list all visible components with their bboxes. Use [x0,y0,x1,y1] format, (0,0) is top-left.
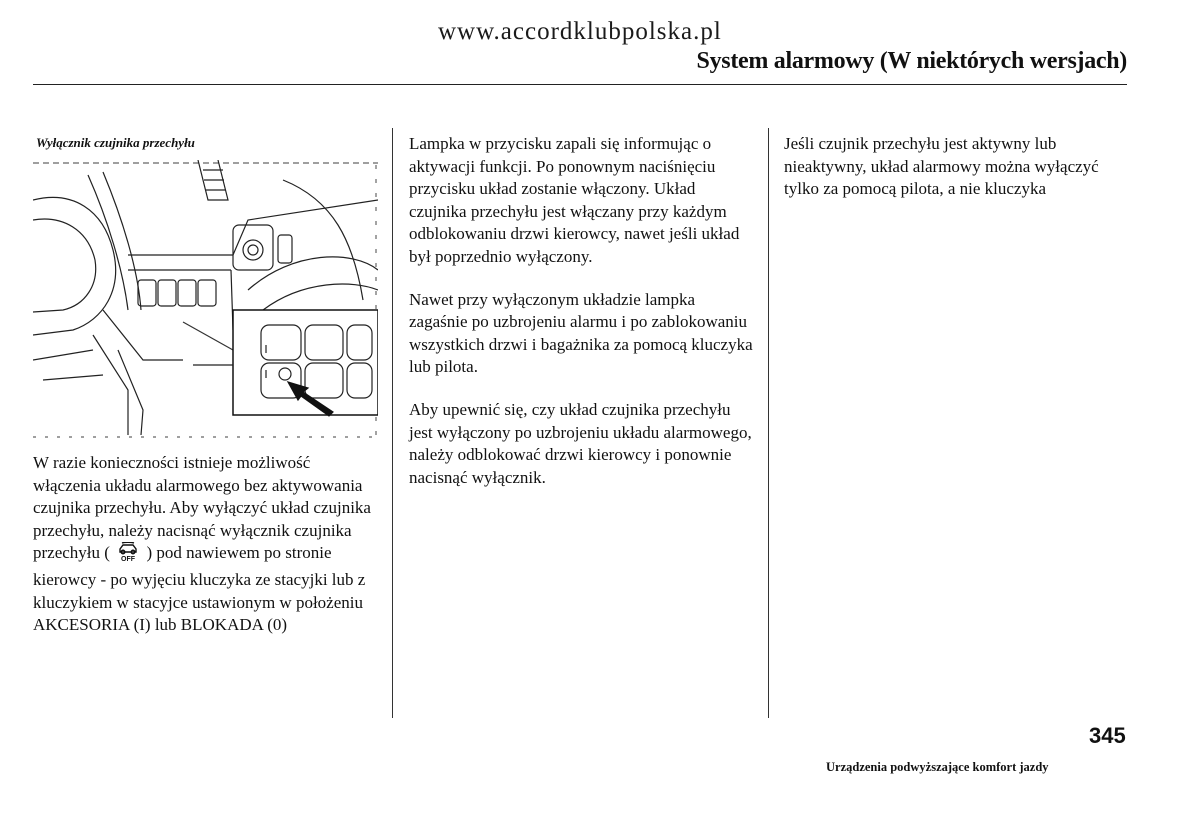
site-url: www.accordklubpolska.pl [438,18,722,45]
body-column-3 [784,133,1129,221]
dashboard-illustration [33,160,378,440]
paragraph: Nawet przy wyłączonym układzie lampka zagaśnie po uzbrojeniu alarmu i po zablokowaniu wszystkich drzwi i bagażnika za pomocą kluczyka lub pilota. [409,289,753,377]
column-divider-1 [392,128,393,718]
paragraph-text: W razie konieczności istnieje możliwość włączenia układu alarmowego bez aktywowania czujnika przechyłu. Aby wyłączyć układ czujnika przechyłu, należy nacisnąć wyłącznik czujnika przechyłu ( [33,453,371,563]
icon-off-label: OFF [121,556,136,563]
paragraph [33,452,378,637]
page-title: System alarmowy (W niektórych wersjach) [696,48,1127,74]
footer-section-title: Urządzenia podwyższające komfort jazdy [826,760,1049,774]
tilt-sensor-off-icon [116,542,140,569]
figure-caption: Wyłącznik czujnika przechyłu [36,135,195,150]
body-column-1 [33,452,378,657]
paragraph-text: ) pod nawiewem po stronie kierowcy - po wyjęciu kluczyka ze stacyjki lub z kluczykiem w stacyjce ustawionym w położeniu AKCESORIA (I) lub BLOKADA (0) [33,543,366,635]
paragraph: Jeśli czujnik przechyłu jest aktywny lub nieaktywny, układ alarmowy można wyłączyć tylko za pomocą pilota, a nie kluczyka [784,134,1099,199]
body-column-2 [409,133,754,509]
page-number: 345 [1089,723,1126,748]
header-rule [33,84,1127,85]
column-divider-2 [768,128,769,718]
paragraph: Lampka w przycisku zapali się informując o aktywacji funkcji. Po ponownym naciśnięciu przycisku układ zostanie włączony. Układ czujnika przechyłu jest włączany przy każdym odblokowaniu drzwi kierowcy, nawet jeśli układ był poprzednio wyłączony. [409,134,740,266]
paragraph: Aby upewnić się, czy układ czujnika przechyłu jest wyłączony po uzbrojeniu układu alarmowego, należy odblokować drzwi kierowcy i ponownie nacisnąć wyłącznik. [409,399,752,487]
